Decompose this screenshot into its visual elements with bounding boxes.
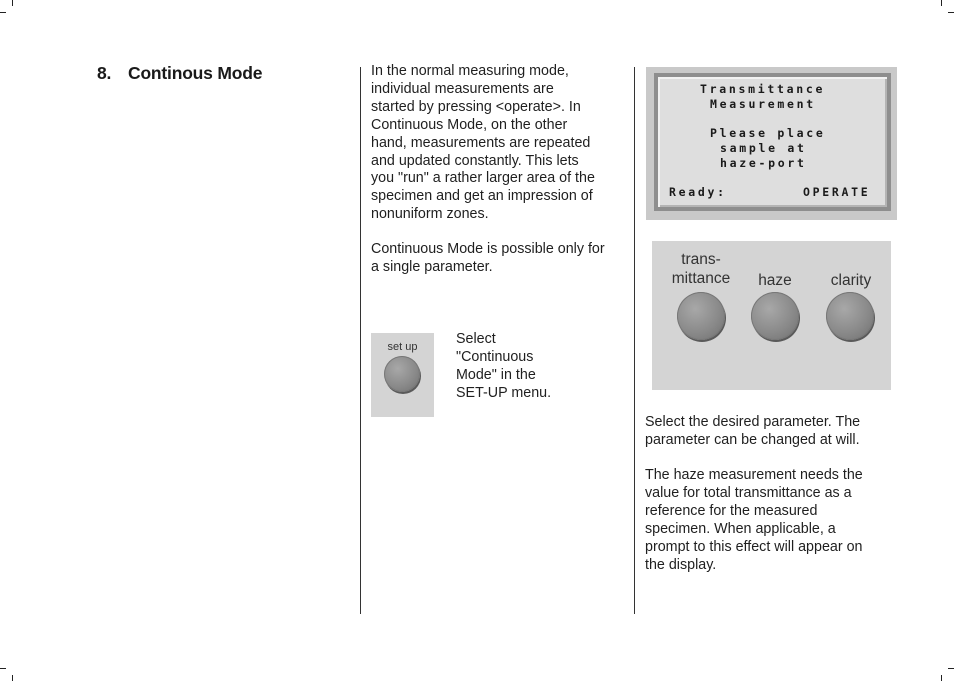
lcd-display: [646, 67, 897, 220]
select-parameter-text: Select the desired parameter. The parameter can be changed at will.: [645, 414, 861, 448]
lcd-line-3: Please place: [710, 126, 826, 140]
column-divider-left: [360, 67, 361, 614]
lcd-line-5: haze-port: [720, 156, 807, 170]
crop-mark-top-left: [12, 0, 13, 6]
lcd-status: Ready:: [669, 185, 727, 199]
section-number: 8.: [97, 63, 112, 83]
lcd-line-4: sample at: [720, 141, 807, 155]
clarity-label: clarity: [830, 272, 872, 289]
parameter-key-panel: [652, 241, 891, 390]
crop-mark-top-left-h: [0, 12, 6, 13]
crop-mark-top-right-h: [948, 12, 954, 13]
haze-reference-note: The haze measurement needs the value for total transmittance as a reference for the measured specimen. When applicable, a prompt to this effect will appear on the display.: [645, 467, 863, 573]
lcd-screen: [658, 77, 887, 207]
setup-key-panel: [371, 333, 434, 417]
lcd-line-2: Measurement: [710, 97, 816, 111]
section-title: Continous Mode: [128, 63, 263, 83]
haze-button[interactable]: [751, 292, 799, 340]
lcd-line-1: Transmittance: [700, 82, 826, 96]
haze-label: haze: [758, 272, 792, 289]
single-parameter-note: Continuous Mode is possible only for a single parameter.: [371, 241, 605, 275]
clarity-button[interactable]: [826, 292, 874, 340]
transmittance-label: trans- mittance: [671, 251, 731, 287]
section-heading: [97, 63, 262, 84]
crop-mark-bottom-right: [941, 675, 942, 681]
transmittance-button[interactable]: [677, 292, 725, 340]
setup-instruction: Select "Continuous Mode" in the SET-UP menu.: [456, 331, 552, 401]
column-divider-right: [634, 67, 635, 614]
crop-mark-bottom-right-h: [948, 668, 954, 669]
setup-button[interactable]: [384, 356, 420, 392]
lcd-action: OPERATE: [803, 185, 871, 199]
intro-paragraph: In the normal measuring mode, individual measurements are started by pressing <operate>. In Continuous Mode, on the other hand, measurements are repeated and updated constantly. This lets you "run" a rather larger area of the specimen and get an impression of nonuniform zones.: [371, 63, 595, 223]
crop-mark-bottom-left-h: [0, 668, 6, 669]
crop-mark-top-right: [941, 0, 942, 6]
setup-key-label: set up: [387, 341, 418, 353]
crop-mark-bottom-left: [12, 675, 13, 681]
